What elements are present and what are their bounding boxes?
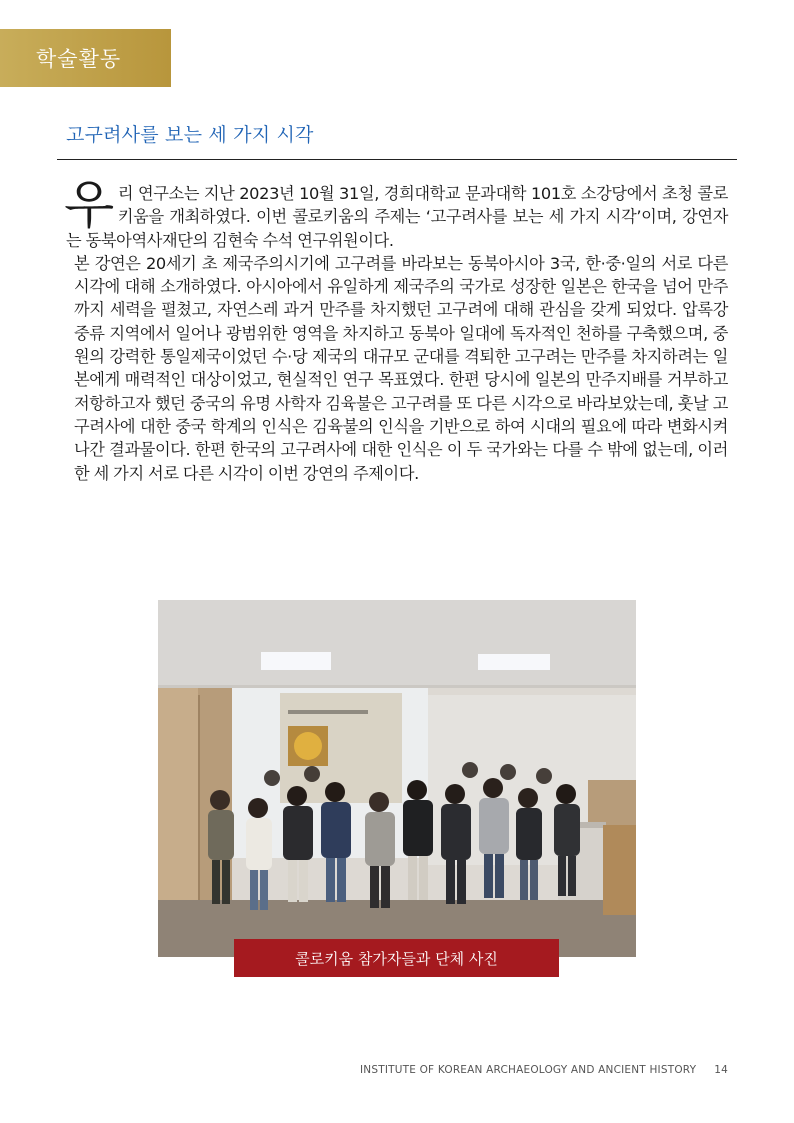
footer-institute: INSTITUTE OF KOREAN ARCHAEOLOGY AND ANCIENT HISTORY bbox=[359, 1064, 697, 1076]
section-tab bbox=[0, 29, 171, 87]
group-photo bbox=[158, 600, 636, 957]
paragraph-1-text: 리 연구소는 지난 2023년 10월 31일, 경희대학교 문과대학 101호 소강당에서 초청 콜로키움을 개최하였다. 이번 콜로키움의 주제는 ‘고구려사를 보는 세 가지 시각’이며, 강연자는 동북아역사재단의 김현숙 수석 연구위원이다. bbox=[66, 184, 728, 250]
section-tab-label: 학술활동 bbox=[36, 47, 122, 71]
page-footer bbox=[360, 1064, 728, 1076]
photo-caption: 콜로키움 참가자들과 단체 사진 bbox=[234, 939, 559, 977]
article-title: 고구려사를 보는 세 가지 시각 bbox=[66, 124, 314, 146]
paragraph-1 bbox=[64, 176, 728, 252]
article-body bbox=[64, 176, 728, 485]
title-divider bbox=[57, 159, 737, 160]
paragraph-2: 본 강연은 20세기 초 제국주의시기에 고구려를 바라보는 동북아시아 3국, 한·중·일의 서로 다른 시각에 대해 소개하였다. 아시아에서 유일하게 제국주의 국가로 성장한 일본은 한국을 넘어 만주까지 세력을 펼쳤고, 자연스레 과거 만주를 차지했던 고구려에 대해 관심을 갖게 되었다. 압록강 중류 지역에서 일어나 광범위한 영역을 차지하고 동북아 일대에 독자적인 천하를 구축했으며, 중원의 강력한 통일제국이었던 수·당 제국의 대규모 군대를 격퇴한 고구려는 만주를 차지하려는 일본에게 매력적인 대상이었고, 현실적인 연구 목표였다. 한편 당시에 일본의 만주지배를 거부하고 저항하고자 했던 중국의 유명 사학자 김육불은 고구려를 또 다른 시각으로 바라보았는데, 훗날 고구려사에 대한 중국 학계의 인식은 김육불의 인식을 기반으로 하여 시대의 필요에 따라 변화시켜 나간 결과물이다. 한편 한국의 고구려사에 대한 인식은 이 두 국가와는 다를 수 밖에 없는데, 이러한 세 가지 서로 다른 시각이 이번 강연의 주제이다. bbox=[74, 253, 728, 483]
page-number: 14 bbox=[714, 1064, 728, 1076]
drop-cap: 우 bbox=[64, 176, 114, 236]
